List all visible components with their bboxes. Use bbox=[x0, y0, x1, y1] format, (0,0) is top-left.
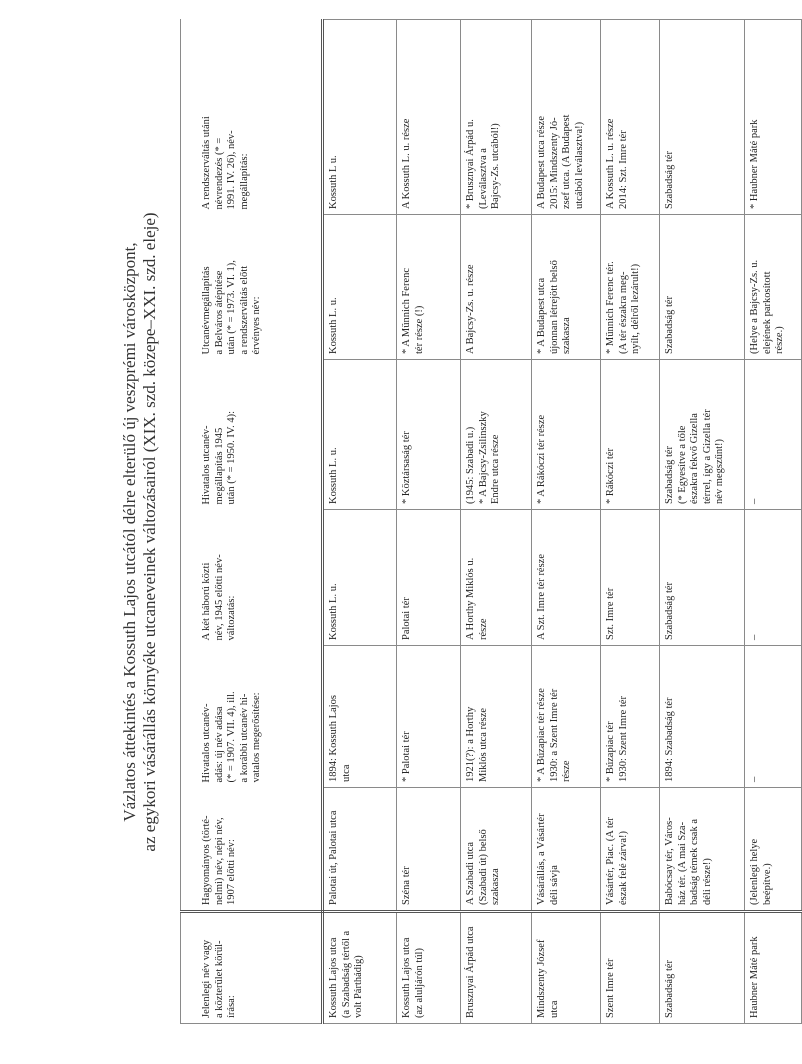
street-name-table bbox=[180, 19, 802, 1024]
table-header-cell: Hivatalos utcanév- adás: új név adása (* = 1907. VII. 4), ill. a korábbi utcanév hi- vatalos megerősítése: bbox=[181, 646, 323, 788]
table-cell: A Kossuth L. u. része 2014: Szt. Imre tér bbox=[601, 20, 660, 215]
table-cell: 1921(?): a Horthy Miklós utca része bbox=[461, 646, 532, 788]
table-cell: (Jelenlegi helye beépítve.) bbox=[745, 788, 802, 912]
table-cell: 1894: Szabadság tér bbox=[660, 646, 745, 788]
table-cell: Vásárállás, a Vásártér déli sávja bbox=[532, 788, 601, 912]
table-header-cell: A két háború közti név, 1945 előtti név- változatás: bbox=[181, 510, 323, 646]
table-cell: – bbox=[745, 510, 802, 646]
table-cell: A Szabadi utca (Szabadi út) belső szakasza bbox=[461, 788, 532, 912]
table-cell: Szabadság tér bbox=[660, 912, 745, 1024]
table-cell: Kossuth L. u. bbox=[323, 360, 397, 510]
table-cell: Szabadság tér (* Egyesítve a tőle északra fekvő Gizella térrel, így a Gizella tér név megszűnt!) bbox=[660, 360, 745, 510]
table-cell: Kossuth Lajos utca (az aluljárón túl) bbox=[397, 912, 461, 1024]
table-cell: * A Búzapiac tér része 1930: a Szent Imre tér része bbox=[532, 646, 601, 788]
table-cell: * A Rákóczi tér része bbox=[532, 360, 601, 510]
table-cell: 1894: Kossuth Lajos utca bbox=[323, 646, 397, 788]
table-cell: A Szt. Imre tér része bbox=[532, 510, 601, 646]
table-cell: Haubner Máté park bbox=[745, 912, 802, 1024]
table-cell: Palotai út, Palotai utca bbox=[323, 788, 397, 912]
page-title-line-2: az egykori vásárállás környéke utcaneveinek változásairól (XIX. szd. közepe–XXI. szd. eleje) bbox=[140, 212, 159, 852]
table-cell: Szent Imre tér bbox=[601, 912, 660, 1024]
table-row bbox=[397, 20, 461, 1024]
table-header-cell: Hivatalos utcanév- megállapítás 1945 után (* = 1950. IV. 4): bbox=[181, 360, 323, 510]
table-cell: * Brusznyai Árpád u. (Leválasztva a Bajcsy-Zs. utcából!) bbox=[461, 20, 532, 215]
table-row bbox=[461, 20, 532, 1024]
table-row bbox=[660, 20, 745, 1024]
table-cell: Kossuth Lajos utca (a Szabadság tértől a volt Párthádig) bbox=[323, 912, 397, 1024]
table-cell: (Helye a Bajcsy-Zs. u. elejének parkosított része.) bbox=[745, 215, 802, 360]
table-cell: * Köztársaság tér bbox=[397, 360, 461, 510]
table-cell: * Haubner Máté park bbox=[745, 20, 802, 215]
table-header-cell: Utcanévmegállapítás a Belváros átépítése után (* = 1973. VI. 1), a rendszerváltás előtt érvényes név: bbox=[181, 215, 323, 360]
table-row bbox=[601, 20, 660, 1024]
table-cell: – bbox=[745, 360, 802, 510]
table-cell: * A Münnich Ferenc tér része (!) bbox=[397, 215, 461, 360]
table-header-cell: A rendszerváltás utáni névrendezés (* = 1991. IV. 26), név- megállapítás: bbox=[181, 20, 323, 215]
table-cell: Szabadság tér bbox=[660, 20, 745, 215]
table-cell: * A Budapest utca újonnan létrejött belső szakasza bbox=[532, 215, 601, 360]
table-cell: Szabadság tér bbox=[660, 215, 745, 360]
table-cell: Kossuth L. u. bbox=[323, 510, 397, 646]
table-row bbox=[323, 20, 397, 1024]
table-cell: * Búzapiac tér 1930: Szent Imre tér bbox=[601, 646, 660, 788]
table-cell: Palotai tér bbox=[397, 510, 461, 646]
table-cell: * Palotai tér bbox=[397, 646, 461, 788]
table-cell: Szt. Imre tér bbox=[601, 510, 660, 646]
table-cell: Széna tér bbox=[397, 788, 461, 912]
table-cell: A Horthy Miklós u. része bbox=[461, 510, 532, 646]
table-cell: A Budapest utca része 2015: Mindszenty Jó- zsef utca. (A Budapest utcából leválasztva!) bbox=[532, 20, 601, 215]
table-header-cell: Jelenlegi név vagy a közterület körül- írása: bbox=[181, 912, 323, 1024]
table-cell: Brusznyai Árpád utca bbox=[461, 912, 532, 1024]
table-cell: Babócsay tér, Város- ház tér. (A mai Sza- badság témek csak a déli része!) bbox=[660, 788, 745, 912]
table-cell: A Bajcsy-Zs. u. része bbox=[461, 215, 532, 360]
table-cell: Vásártér, Piac. (A tér észak felé zárva!) bbox=[601, 788, 660, 912]
table-cell: * Rákóczi tér bbox=[601, 360, 660, 510]
table-cell: (1945: Szabadi u.) * A Bajcsy-Zsilinszky Endre utca része bbox=[461, 360, 532, 510]
table-cell: A Kossuth L. u. része bbox=[397, 20, 461, 215]
table-cell: Mindszenty József utca bbox=[532, 912, 601, 1024]
page-title-line-1: Vázlatos áttekintés a Kossuth Lajos utcától délre elterülő új veszprémi városközpont, bbox=[120, 242, 139, 822]
table-cell: * Münnich Ferenc tér. (A tér északra meg- nyílt, délről lezárult!) bbox=[601, 215, 660, 360]
table-cell: Kossuth L. u. bbox=[323, 215, 397, 360]
table-cell: Kossuth L u. bbox=[323, 20, 397, 215]
table-header-row bbox=[181, 20, 323, 1024]
table-row bbox=[532, 20, 601, 1024]
table-row bbox=[745, 20, 802, 1024]
table-cell: – bbox=[745, 646, 802, 788]
table-header-cell: Hagyományos (törté- nelmi) név, népi név, 1907 előtti név: bbox=[181, 788, 323, 912]
table-cell: Szabadság tér bbox=[660, 510, 745, 646]
